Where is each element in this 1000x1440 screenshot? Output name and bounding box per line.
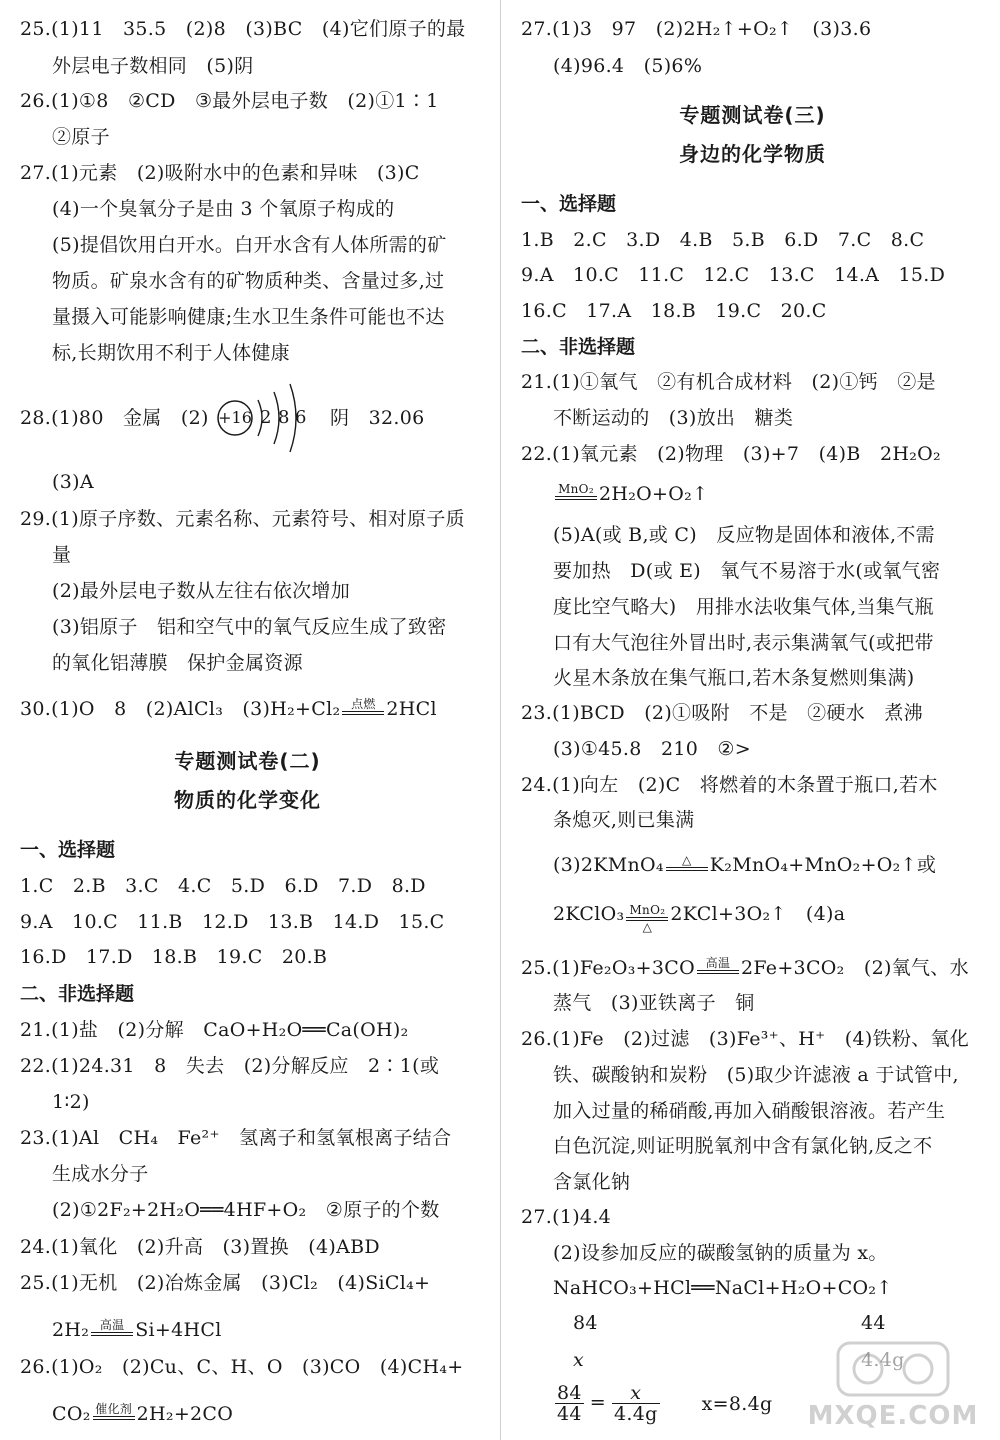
q30-line [20,697,437,721]
equals-bar [91,1332,133,1336]
condition-label-below: △ [642,920,653,934]
q29-line1: 29.(1)原子序数、元素名称、元素符号、相对原子质 [20,508,465,530]
q26-line1: 26.(1)①8 ②CD ③最外层电子数 (2)①1∶1 [20,90,439,112]
q27-line4: 物质。矿泉水含有的矿物质种类、含量过多,过 [52,270,445,292]
q28-prefix: 28.(1)80 金属 (2) [20,407,209,429]
q22-line6: 口有大气泡往外冒出时,表示集满氧气(或把带 [553,632,934,654]
q22-product: 2H₂O+O₂↑ [599,483,709,505]
test-title-3: 专题测试卷(三) [679,103,826,127]
condition-label: 高温 [99,1317,125,1332]
q25-line1: 25.(1)11 35.5 (2)8 (3)BC (4)它们原子的最 [20,18,466,40]
q21-line: 21.(1)盐 (2)分解 CaO+H₂O══Ca(OH)₂ [20,1019,409,1041]
condition-label: MnO₂ [629,903,666,917]
atom-shell-1: 2 [260,407,272,428]
q30-part-a: 30.(1)O 8 (2)AlCl₃ (3)H₂+Cl₂ [20,698,341,720]
reaction-condition [555,483,597,500]
q23-line1: 23.(1)Al CH₄ Fe²⁺ 氢离子和氢氧根离子结合 [20,1127,452,1149]
equals-bar [93,1416,135,1420]
test-subtitle-2: 物质的化学变化 [174,788,321,812]
q25b-part-2: Si+4HCl [135,1319,222,1341]
q22-line7: 火星木条放在集气瓶口,若木条复燃则集满) [553,667,915,689]
watermark-text: MXQE.COM [807,1401,979,1431]
q24-line1: 24.(1)向左 (2)C 将燃着的木条置于瓶口,若木 [521,774,938,796]
section-choice: 一、选择题 [521,193,617,215]
q26b-line1: 26.(1)O₂ (2)Cu、C、H、O (3)CO (4)CH₄+ [20,1356,464,1378]
q24-part-d: 2KCl+3O₂↑ (4)a [670,903,846,925]
reaction-condition [666,854,708,871]
q22-line2 [553,482,708,506]
q21-line2: 不断运动的 (3)放出 糖类 [553,407,794,429]
fraction-2-numerator: x [612,1383,660,1404]
q29-line4: (3)铝原子 铝和空气中的氧气反应生成了致密 [52,616,447,638]
reaction-condition [626,904,668,934]
condition-label: 点燃 [351,696,376,711]
q28-line2: (3)A [52,471,94,493]
q22-line1: 22.(1)氧元素 (2)物理 (3)+7 (4)B 2H₂O₂ [521,443,941,465]
q27-line6: 标,长期饮用不利于人体健康 [52,342,290,364]
mc-row-3: 16.C 17.A 18.B 19.C 20.C [521,300,827,322]
q29-line2: 量 [52,544,72,566]
fraction-1-numerator: 84 [557,1382,582,1404]
q25-part-a: 25.(1)Fe₂O₃+3CO [521,957,695,979]
q25-line2: 蒸气 (3)亚铁离子 铜 [553,992,755,1014]
reaction-condition [91,1319,133,1336]
q27b-result: x=8.4g [701,1392,773,1415]
q27-line3: (5)提倡饮用白开水。白开水含有人体所需的矿 [52,234,447,256]
mc-row-1: 1.C 2.B 3.C 4.C 5.D 6.D 7.D 8.D [20,875,426,897]
q27-line1: 27.(1)3 97 (2)2H₂↑+O₂↑ (3)3.6 [521,18,872,40]
q26-line1: 26.(1)Fe (2)过滤 (3)Fe³⁺、H⁺ (4)铁粉、氧化 [521,1028,970,1050]
q25-part-b: 2Fe+3CO₂ (2)氧气、水 [740,957,969,979]
condition-label: △ [682,852,692,867]
fraction-2 [612,1383,660,1424]
fraction-1-denominator: 44 [557,1403,582,1425]
equals-bar [555,496,597,500]
q22-line1: 22.(1)24.31 8 失去 (2)分解反应 2∶1(或 [20,1055,440,1077]
q24-part-b: K₂MnO₄+MnO₂+O₂↑或 [709,854,937,876]
q28-suffix: 阴 32.06 [330,407,425,429]
q27b-mass-2: 44 [861,1312,886,1334]
equals-bar [697,970,739,974]
column-divider [500,0,501,1440]
sulfur-atom-structure-diagram [214,378,314,458]
q23-line2: 生成水分子 [52,1163,149,1185]
q26-line2: ②原子 [52,126,110,148]
q23-line2: (3)①45.8 210 ②> [553,738,751,760]
q24-line: 24.(1)氧化 (2)升高 (3)置换 (4)ABD [20,1236,380,1258]
q27b-line1: 27.(1)4.4 [521,1206,612,1228]
atom-nucleus: +16 [218,408,252,427]
q22-line2: 1∶2) [52,1091,90,1113]
q25-line1 [521,956,969,980]
reaction-condition [93,1403,135,1420]
condition-label: MnO₂ [558,481,594,496]
q27b-equation: NaHCO₃+HCl══NaCl+H₂O+CO₂↑ [553,1277,893,1299]
q26-line4: 白色沉淀,则证明脱氧剂中含有氯化钠,反之不 [553,1135,933,1157]
q27b-var-2: 4.4g [861,1349,905,1371]
mc-row-3: 16.D 17.D 18.B 19.C 20.B [20,946,328,968]
fraction-1 [555,1383,584,1424]
q21-line1: 21.(1)①氧气 ②有机合成材料 (2)①钙 ②是 [521,371,936,393]
q27b-line2: (2)设参加反应的碳酸氢钠的质量为 x。 [553,1242,888,1264]
q26-line2: 铁、碳酸钠和炭粉 (5)取少许滤液 a 于试管中, [553,1064,959,1086]
section-non-choice: 二、非选择题 [521,336,636,358]
test-title-2: 专题测试卷(二) [174,749,321,773]
q26b-part-1: CO₂ [52,1403,91,1425]
q25b-part-1: 2H₂ [52,1319,90,1341]
reaction-condition [342,698,384,715]
q24-line4 [553,900,846,934]
section-non-choice: 二、非选择题 [20,983,135,1005]
atom-shell-3: 6 [295,407,307,428]
q22-line5: 度比空气略大) 用排水法收集气体,当集气瓶 [553,596,934,618]
q29-line5: 的氧化铝薄膜 保护金属资源 [52,652,303,674]
q24-part-a: (3)2KMnO₄ [553,854,664,876]
q26-line3: 加入过量的稀硝酸,再加入硝酸银溶液。若产生 [553,1100,946,1122]
mc-row-2: 9.A 10.C 11.C 12.C 13.C 14.A 15.D [521,264,946,286]
q27b-var-1: x [573,1349,585,1371]
watermark-logo [798,1339,988,1434]
q27-line5: 量摄入可能影响健康;生水卫生条件可能也不达 [52,306,445,328]
q26b-part-2: 2H₂+2CO [136,1403,234,1425]
reaction-condition [697,957,739,974]
q24-line2: 条熄灭,则已集满 [553,809,695,831]
equals-bar [666,867,708,871]
q23-line1: 23.(1)BCD (2)①吸附 不是 ②硬水 煮沸 [521,702,923,724]
condition-label: 高温 [705,955,731,970]
fraction-2-denominator: 4.4g [614,1403,658,1425]
equals-bar [342,711,384,715]
q25b-line2 [52,1318,222,1342]
section-choice: 一、选择题 [20,839,116,861]
q27b-mass-1: 84 [573,1312,598,1334]
q25b-line1: 25.(1)无机 (2)冶炼金属 (3)Cl₂ (4)SiCl₄+ [20,1272,431,1294]
q22-line4: 要加热 D(或 E) 氧气不易溶于水(或氧气密 [553,560,941,582]
q24-line3 [553,853,936,877]
q22-line3: (5)A(或 B,或 C) 反应物是固体和液体,不需 [553,524,935,546]
condition-label: 催化剂 [95,1401,133,1416]
q27-line2: (4)一个臭氧分子是由 3 个氧原子构成的 [52,198,395,220]
q27-line2: (4)96.4 (5)6% [553,55,703,77]
q27-line1: 27.(1)元素 (2)吸附水中的色素和异味 (3)C [20,162,420,184]
q26b-line2 [52,1402,233,1426]
q24-part-c: 2KClO₃ [553,903,625,925]
atom-shell-2: 8 [278,407,290,428]
q29-line3: (2)最外层电子数从左往右依次增加 [52,580,351,602]
q27b-proportion: $\frac{84}{44}$ = $\frac{x}{4.4g}$ x=8.4g [557,1382,773,1425]
mc-row-1: 1.B 2.C 3.D 4.B 5.B 6.D 7.C 8.C [521,229,925,251]
q26-line5: 含氯化钠 [553,1171,631,1193]
test-subtitle-3: 身边的化学物质 [679,142,826,166]
mc-row-2: 9.A 10.C 11.B 12.D 13.B 14.D 15.C [20,911,445,933]
q30-part-b: 2HCl [386,698,437,720]
q25-line2: 外层电子数相同 (5)阴 [52,55,254,77]
q23-line3: (2)①2F₂+2H₂O══4HF+O₂ ②原子的个数 [52,1199,440,1221]
